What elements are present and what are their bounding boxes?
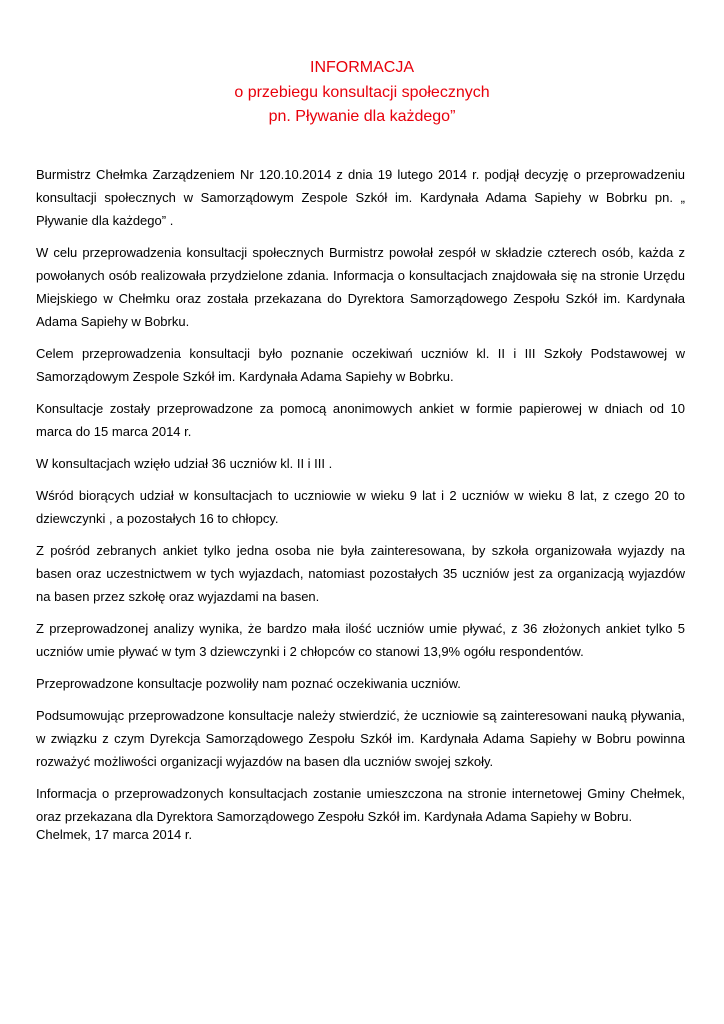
- document-body: [36, 163, 685, 837]
- paragraph-method: Konsultacje zostały przeprowadzone za pomocą anonimowych ankiet w formie papierowej w dniach od 10 marca do 15 marca 2014 r.: [36, 401, 685, 439]
- place-date-signature: Chelmek, 17 marca 2014 r.: [36, 827, 193, 842]
- paragraph-expectations: Przeprowadzone konsultacje pozwoliły nam poznać oczekiwania uczniów.: [36, 676, 461, 691]
- paragraph-team: W celu przeprowadzenia konsultacji społecznych Burmistrz powołał zespół w składzie czterech osób, każda z powołanych osób realizowała przydzielone zdania. Informacja o konsultacjach znajdowała się na stronie Urzędu Miejskiego w Chełmku oraz została przekazana do Dyrektora Samorządowego Zespołu Szkół im. Kardynała Adama Sapiehy w Bobrku.: [36, 245, 685, 329]
- title-line-1: INFORMACJA: [310, 59, 414, 76]
- paragraph-goal: Celem przeprowadzenia konsultacji było poznanie oczekiwań uczniów kl. II i III Szkoły Podstawowej w Samorządowym Zespole Szkół im. Kardynała Adama Sapiehy w Bobrku.: [36, 346, 685, 384]
- document-title: [0, 56, 724, 130]
- paragraph-publication: Informacja o przeprowadzonych konsultacjach zostanie umieszczona na stronie internetowej Gminy Chełmek, oraz przekazana dla Dyrektora Samorządowego Zespołu Szkół im. Kardynała Adama Sapiehy w Bobru.: [36, 786, 685, 824]
- title-line-3: pn. Pływanie dla każdego”: [268, 108, 456, 125]
- title-line-2: o przebiegu konsultacji społecznych: [234, 83, 490, 101]
- paragraph-participants: W konsultacjach wzięło udział 36 uczniów kl. II i III .: [36, 456, 333, 471]
- paragraph-analysis: Z przeprowadzonej analizy wynika, że bardzo mała ilość uczniów umie pływać, z 36 złożonych ankiet tylko 5 uczniów umie pływać w tym 3 dziewczynki i 2 chłopców co stanowi 13,9% ogółu respondentów.: [36, 621, 685, 659]
- paragraph-interest: Z pośród zebranych ankiet tylko jedna osoba nie była zainteresowana, by szkoła organizowała wyjazdy na basen oraz uczestnictwem w tych wyjazdach, natomiast pozostałych 35 uczniów jest za organizacją wyjazdów na basen przez szkołę oraz wyjazdami na basen.: [36, 543, 685, 604]
- paragraph-demographics: Wśród biorących udział w konsultacjach to uczniowie w wieku 9 lat i 2 uczniów w wieku 8 lat, z czego 20 to dziewczynki , a pozostałych 16 to chłopcy.: [36, 488, 685, 526]
- paragraph-summary: Podsumowując przeprowadzone konsultacje należy stwierdzić, że uczniowie są zainteresowani nauką pływania, w związku z czym Dyrekcja Samorządowego Zespołu Szkół im. Kardynała Adama Sapiehy w Bobru powinna rozważyć możliwości organizacji wyjazdów na basen dla uczniów swojej szkoły.: [36, 708, 685, 769]
- paragraph-announcement: Burmistrz Chełmka Zarządzeniem Nr 120.10.2014 z dnia 19 lutego 2014 r. podjął decyzję o przeprowadzeniu konsultacji społecznych w Samorządowym Zespole Szkół im. Kardynała Adama Sapiehy w Bobrku pn. „ Pływanie dla każdego” .: [36, 167, 685, 228]
